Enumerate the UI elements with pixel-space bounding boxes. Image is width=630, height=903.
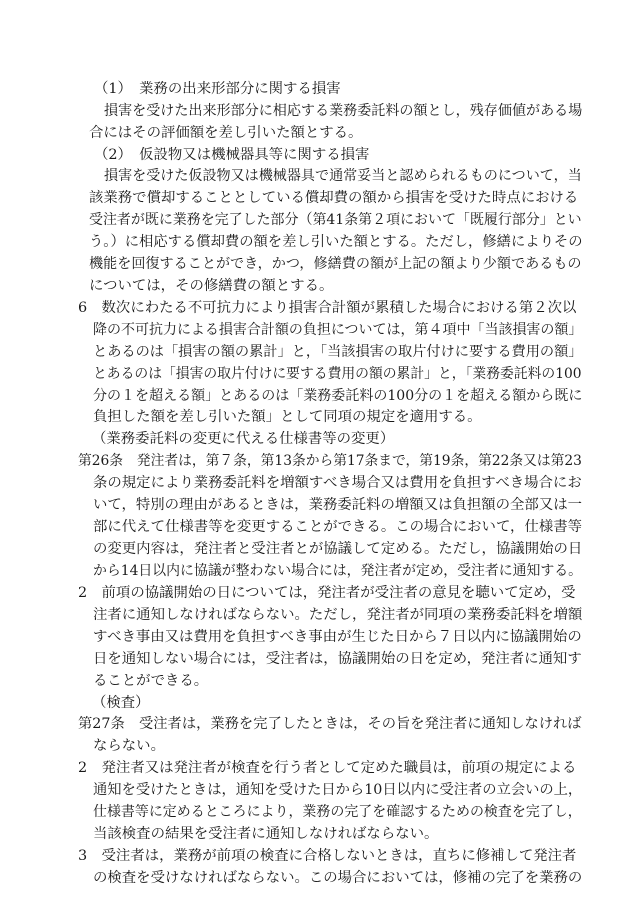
text-line: の変更内容は，発注者と受注者とが協議して定める。ただし，協議開始の日 bbox=[93, 541, 583, 557]
paragraph-2-start: 2 前項の協議開始の日については，発注者が受注者の意見を聴いて定め，受 bbox=[78, 585, 576, 601]
text-line: 該業務で償却することとしている償却費の額から損害を受けた時点における bbox=[89, 190, 579, 206]
text-line: いて，特別の理由があるときは，業務委託料の増額又は負担額の全部又は一 bbox=[93, 497, 582, 513]
text-line: う。）に相応する償却費の額を差し引いた額とする。ただし，修繕によりその bbox=[89, 234, 583, 250]
subitem-heading: （2） 仮設物又は機械器具等に関する損害 bbox=[94, 147, 370, 163]
text-line: 合にはその評価額を差し引いた額とする。 bbox=[89, 125, 363, 141]
text-line: 降の不可抗力による損害合計額の負担については，第４項中「当該損害の額」 bbox=[93, 322, 583, 338]
text-line: すべき事由又は費用を負担すべき事由が生じた日から７日以内に協議開始の bbox=[93, 629, 582, 645]
text-line: 負担した額を差し引いた額」として同項の規定を適用する。 bbox=[93, 409, 482, 425]
text-line: 分の１を超える額」とあるのは「業務委託料の100分の１を超える額から既に bbox=[93, 388, 583, 404]
text-line: 通知を受けたときは，通知を受けた日から10日以内に受注者の立会いの上， bbox=[93, 782, 583, 798]
paragraph-3-start: 3 受注者は，業務が前項の検査に合格しないときは，直ちに修補して発注者 bbox=[78, 848, 577, 864]
article-26-start: 第26条 発注者は，第７条，第13条から第17条まで，第19条，第22条又は第23 bbox=[78, 453, 582, 469]
text-line: 注者に通知しなければならない。ただし，発注者が同項の業務委託料を増額 bbox=[93, 607, 583, 623]
text-line: 条の規定により業務委託料を増額すべき場合又は費用を負担すべき場合にお bbox=[93, 475, 582, 491]
text-line: 機能を回復することができ，かつ，修繕費の額が上記の額より少額であるもの bbox=[89, 256, 582, 272]
text-line: とあるのは「損害の額の累計」と，「当該損害の取片付けに要する費用の額」 bbox=[93, 344, 583, 360]
section-caption: （検査） bbox=[92, 695, 150, 711]
text-line: の検査を受けなければならない。この場合においては，修補の完了を業務の bbox=[93, 870, 583, 886]
subitem-heading: （1） 業務の出来形部分に関する損害 bbox=[94, 81, 341, 97]
paragraph-6-start: 6 数次にわたる不可抗力により損害合計額が累積した場合における第２次以 bbox=[78, 300, 577, 316]
text-line: ならない。 bbox=[93, 738, 165, 754]
section-caption: （業務委託料の変更に代える仕様書等の変更） bbox=[92, 431, 395, 447]
text-line: 損害を受けた仮設物又は機械器具で通常妥当と認められるものについて，当 bbox=[104, 168, 582, 184]
text-line: 部に代えて仕様書等を変更することができる。この場合において，仕様書等 bbox=[93, 519, 582, 535]
text-line: ることができる。 bbox=[93, 673, 209, 689]
article-27-start: 第27条 受注者は，業務を完了したときは，その旨を発注者に通知しなければ bbox=[78, 716, 582, 732]
paragraph-2-start: 2 発注者又は発注者が検査を行う者として定めた職員は，前項の規定による bbox=[78, 760, 577, 776]
text-line: 仕様書等に定めるところにより，業務の完了を確認するための検査を完了し， bbox=[93, 804, 582, 820]
text-line: 受注者が既に業務を完了した部分（第41条第２項において「既履行部分」とい bbox=[89, 212, 582, 228]
text-line: 日を通知しない場合には，受注者は，協議開始の日を定め，発注者に通知す bbox=[93, 651, 582, 667]
text-line: については，その修繕費の額とする。 bbox=[89, 278, 334, 294]
text-line: とあるのは「損害の取片付けに要する費用の額の累計」と，「業務委託料の100 bbox=[93, 366, 582, 382]
text-line: 損害を受けた出来形部分に相応する業務委託料の額とし，残存価値がある場 bbox=[104, 103, 583, 119]
text-line: 当該検査の結果を受注者に通知しなければならない。 bbox=[93, 826, 439, 842]
text-line: から14日以内に協議が整わない場合には，発注者が定め，受注者に通知する。 bbox=[93, 563, 583, 579]
